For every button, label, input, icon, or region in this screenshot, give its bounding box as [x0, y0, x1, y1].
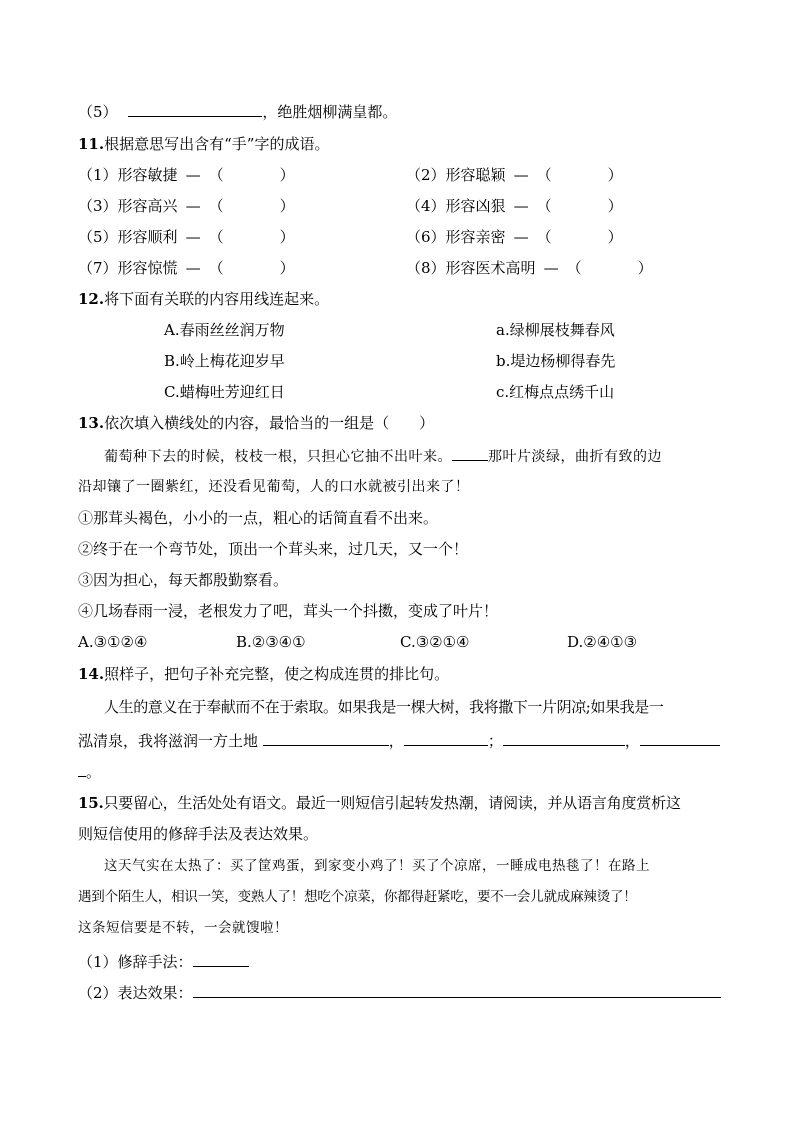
open-paren: （ [208, 166, 224, 184]
open-paren: （ [536, 228, 552, 246]
q15-sms-line-2: 遇到个陌生人，相识一笑，变熟人了！想吃个凉菜，你都得赶紧吃，要不一会儿就成麻辣烫了！ [78, 889, 637, 905]
answer-blank-1[interactable] [263, 729, 389, 746]
question-12-title [78, 289, 329, 309]
dash: — [543, 259, 559, 277]
comma: ， [624, 732, 640, 750]
q13-option-2: ②终于在一个弯节处，顶出一个茸头来，过几天，又一个！ [78, 540, 469, 558]
match-right-c[interactable]: c.红梅点点绣千山 [496, 383, 615, 401]
dash: — [185, 228, 201, 246]
q10-item-5 [78, 100, 397, 122]
q14-example-line-2 [78, 729, 720, 751]
match-left-c[interactable]: C.蜡梅吐芳迎红日 [164, 383, 285, 401]
question-15-title-line-1 [78, 793, 681, 813]
match-right-b[interactable]: b.堤边杨柳得春先 [496, 352, 616, 370]
q13-choice-d[interactable]: D.②④①③ [567, 633, 638, 651]
close-paren: ） [279, 197, 295, 215]
close-paren: ） [607, 228, 623, 246]
close-paren: ） [607, 197, 623, 215]
open-paren: （ [208, 228, 224, 246]
item-number: （1） [78, 166, 118, 184]
item-number: （5） [78, 228, 118, 246]
answer-label: （1）修辞手法： [78, 953, 193, 971]
open-paren: （ [566, 259, 582, 277]
match-right-a[interactable]: a.绿柳展枝舞春风 [496, 321, 615, 339]
question-number: 15. [78, 794, 104, 812]
q13-choice-b[interactable]: B.②③④① [236, 633, 306, 651]
question-text: 依次填入横线处的内容，最恰当的一组是（ ） [104, 414, 435, 432]
q14-example-line-1: 人生的意义在于奉献而不在于索取。如果我是一棵大树，我将撒下一片阴凉;如果我是一 [104, 698, 664, 716]
dash: — [185, 197, 201, 215]
question-number: 12. [78, 290, 105, 308]
close-paren: ） [279, 166, 295, 184]
answer-label: （2）表达效果： [78, 984, 193, 1002]
question-13-title [78, 413, 434, 433]
q11-item-3 [78, 196, 295, 216]
answer-blank[interactable] [128, 100, 262, 117]
open-paren: （ [208, 259, 224, 277]
item-text: 形容凶狠 [445, 197, 506, 215]
open-paren: （ [536, 197, 552, 215]
item-text: 形容高兴 [117, 197, 178, 215]
close-paren: ） [607, 166, 623, 184]
q13-option-3: ③因为担心，每天都殷勤察看。 [78, 571, 289, 589]
question-number: 14. [78, 665, 105, 683]
item-text: 形容亲密 [445, 228, 506, 246]
item-number: （6） [406, 228, 446, 246]
semicolon: ； [487, 732, 503, 750]
close-paren: ） [279, 259, 295, 277]
open-paren: （ [208, 197, 224, 215]
item-text: 形容顺利 [117, 228, 178, 246]
item-number: （7） [78, 259, 118, 277]
question-text: 将下面有关联的内容用线连起来。 [104, 290, 330, 308]
q11-item-2 [406, 165, 623, 185]
q15-sms-line-3: 这条短信要是不转，一会就馊啦！ [78, 920, 288, 936]
item-text: 形容医术高明 [445, 259, 536, 277]
comma: ， [388, 732, 404, 750]
question-number: 11. [78, 135, 105, 153]
question-text: 只要留心，生活处处有语文。最近一则短信引起转发热潮，请阅读，并从语言角度赏析这 [103, 794, 681, 812]
close-paren: ） [637, 259, 653, 277]
q15-answer-2 [78, 981, 721, 1003]
q13-option-4: ④几场春雨一浸，老根发力了吧，茸头一个抖擞，变成了叶片！ [78, 602, 499, 620]
question-15-title-line-2: 则短信使用的修辞手法及表达效果。 [78, 825, 319, 843]
passage-text: 葡萄种下去的时候，枝枝一根，只担心它抽不出叶来。 [104, 449, 452, 465]
dash: — [513, 228, 529, 246]
match-left-b[interactable]: B.岭上梅花迎岁早 [164, 352, 285, 370]
period: 。 [86, 763, 102, 781]
answer-blank[interactable] [193, 950, 249, 967]
passage-blank[interactable] [452, 446, 488, 461]
q13-passage-line-1 [104, 446, 662, 467]
dash: — [513, 166, 529, 184]
q11-item-8 [406, 258, 653, 278]
q13-choice-c[interactable]: C.③②①④ [400, 633, 470, 651]
question-number: 13. [78, 414, 105, 432]
answer-blank-3[interactable] [503, 729, 625, 746]
item-text: 形容聪颖 [445, 166, 506, 184]
question-14-title [78, 664, 449, 684]
example-text: 泓清泉，我将滋润一方土地 [78, 732, 259, 750]
q15-answer-1 [78, 950, 249, 972]
item-text: 形容敏捷 [117, 166, 178, 184]
close-paren: ） [279, 228, 295, 246]
question-11-title [78, 134, 329, 154]
answer-blank-5[interactable] [78, 760, 86, 777]
q11-item-5 [78, 227, 295, 247]
item-number: （8） [406, 259, 446, 277]
question-text: 根据意思写出含有“手”字的成语。 [104, 135, 330, 153]
q13-passage-line-2: 沿却镶了一圈紫红，还没看见葡萄，人的口水就被引出来了！ [78, 479, 470, 495]
item-number: （3） [78, 197, 118, 215]
dash: — [513, 197, 529, 215]
dash: — [185, 259, 201, 277]
answer-blank[interactable] [193, 981, 721, 998]
q15-sms-line-1: 这天气实在太热了：买了筐鸡蛋，到家变小鸡了！买了个凉席，一睡成电热毯了！在路上 [104, 858, 650, 874]
q11-item-7 [78, 258, 295, 278]
open-paren: （ [536, 166, 552, 184]
item-number: （4） [406, 197, 446, 215]
question-text: 照样子，把句子补充完整，使之构成连贯的排比句。 [104, 665, 450, 683]
passage-text: 那叶片淡绿，曲折有致的边 [488, 449, 662, 465]
item-text: 形容惊慌 [117, 259, 178, 277]
poem-line: ，绝胜烟柳满皇都。 [262, 103, 398, 121]
q14-line-3 [78, 760, 101, 782]
q13-option-1: ①那茸头褐色，小小的一点，粗心的话简直看不出来。 [78, 509, 439, 527]
match-left-a[interactable]: A.春雨丝丝润万物 [164, 321, 285, 339]
q11-item-6 [406, 227, 623, 247]
q11-item-1 [78, 165, 295, 185]
item-number: （5） [78, 103, 118, 121]
answer-blank-4[interactable] [640, 729, 720, 746]
q11-item-4 [406, 196, 623, 216]
dash: — [185, 166, 201, 184]
item-number: （2） [406, 166, 446, 184]
answer-blank-2[interactable] [404, 729, 488, 746]
q13-choice-a[interactable]: A.③①②④ [78, 633, 148, 651]
